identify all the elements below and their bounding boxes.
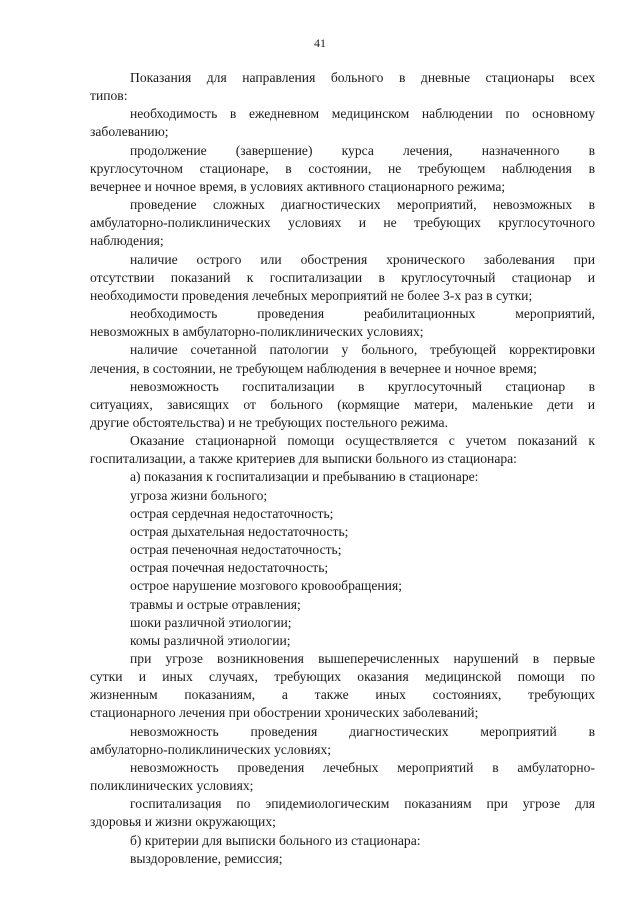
text-line: комы различной этиологии; [130, 632, 291, 648]
paragraph [90, 487, 595, 505]
text-line: а) показания к госпитализации и пребыванию в стационаре: [130, 469, 479, 485]
text-line: Оказание стационарной помощи осуществляется с учетом показаний к [130, 433, 595, 449]
text-line: острая сердечная недостаточность; [130, 505, 334, 521]
paragraph [90, 650, 595, 723]
text-line: ситуациях, зависящих от больного (кормящие матери, маленькие дети и [90, 396, 595, 412]
text-line: жизненным показаниям, а также иных состояниях, требующих [90, 687, 595, 703]
text-line: наличие сочетанной патологии у больного, требующей корректировки [130, 342, 595, 358]
paragraph [90, 505, 595, 523]
text-line: продолжение (завершение) курса лечения, назначенного в [130, 142, 595, 158]
text-line: заболеванию; [90, 124, 169, 140]
text-line: травмы и острые отравления; [130, 596, 301, 612]
text-line: невозможность проведения лечебных мероприятий в амбулаторно- [130, 759, 595, 775]
text-line: необходимость проведения реабилитационных мероприятий, [130, 306, 595, 322]
text-line: сутки и иных случаях, требующих оказания медицинской помощи по [90, 669, 595, 685]
text-line: необходимость в ежедневном медицинском наблюдении по основному [130, 106, 595, 122]
text-line: здоровья и жизни окружающих; [90, 814, 276, 830]
text-line: другие обстоятельства) и не требующих постельного режима. [90, 414, 448, 430]
text-line: острое нарушение мозгового кровообращения; [130, 578, 402, 594]
text-line: острая почечная недостаточность; [130, 560, 329, 576]
text-line: выздоровление, ремиссия; [130, 850, 283, 866]
text-line: невозможность госпитализации в круглосуточный стационар в [130, 378, 595, 394]
paragraph [90, 795, 595, 831]
text-line: госпитализация по эпидемиологическим показаниям при угрозе для [130, 796, 595, 812]
paragraph [90, 632, 595, 650]
text-line: Показания для направления больного в дневные стационары всех [130, 70, 595, 85]
text-line: поликлинических условиях; [90, 778, 254, 794]
paragraph [90, 432, 595, 468]
text-line: стационарного лечения при обострении хронических заболеваний; [90, 705, 479, 721]
paragraph [90, 759, 595, 795]
text-line: проведение сложных диагностических мероприятий, невозможных в [130, 197, 595, 213]
paragraph [90, 850, 595, 868]
paragraph [90, 196, 595, 250]
paragraph [90, 105, 595, 141]
text-line: невозможность проведения диагностических мероприятий в [130, 723, 595, 739]
paragraph [90, 614, 595, 632]
text-line: угроза жизни больного; [130, 487, 268, 503]
paragraph [90, 341, 595, 377]
text-line: невозможных в амбулаторно-поликлинических условиях; [90, 324, 424, 340]
text-line: типов: [90, 88, 128, 104]
paragraph [90, 378, 595, 432]
paragraph [90, 523, 595, 541]
paragraph [90, 251, 595, 305]
text-line: амбулаторно-поликлинических условиях и не требующих круглосуточного [90, 215, 595, 231]
text-line: круглосуточном стационаре, в состоянии, не требующем наблюдения в [90, 160, 595, 176]
paragraph [90, 305, 595, 341]
text-line: лечения, в состоянии, не требующем наблюдения в вечернее и ночное время; [90, 360, 537, 376]
text-line: госпитализации, а также критериев для выписки больного из стационара: [90, 451, 517, 467]
paragraph [90, 69, 595, 105]
text-line: необходимости проведения лечебных мероприятий не более 3-х раз в сутки; [90, 287, 533, 303]
text-line: вечернее и ночное время, в условиях активного стационарного режима; [90, 178, 506, 194]
paragraph [90, 832, 595, 850]
paragraph [90, 468, 595, 486]
text-line: б) критерии для выписки больного из стационара: [130, 832, 421, 848]
paragraph [90, 559, 595, 577]
paragraph [90, 577, 595, 595]
paragraph [90, 142, 595, 196]
text-line: наличие острого или обострения хронического заболевания при [130, 251, 595, 267]
paragraph [90, 541, 595, 559]
text-line: острая дыхательная недостаточность; [130, 523, 349, 539]
text-line: шоки различной этиологии; [130, 614, 292, 630]
text-line: амбулаторно-поликлинических условиях; [90, 741, 332, 757]
text-line: при угрозе возникновения вышеперечисленных нарушений в первые [130, 651, 595, 666]
text-line: отсутствии показаний к госпитализации в круглосуточный стационар и [90, 269, 595, 285]
paragraph [90, 596, 595, 614]
page-number: 41 [314, 36, 326, 50]
paragraph [90, 723, 595, 759]
text-line: наблюдения; [90, 233, 164, 249]
document-body [90, 69, 595, 868]
text-line: острая печеночная недостаточность; [130, 542, 342, 558]
